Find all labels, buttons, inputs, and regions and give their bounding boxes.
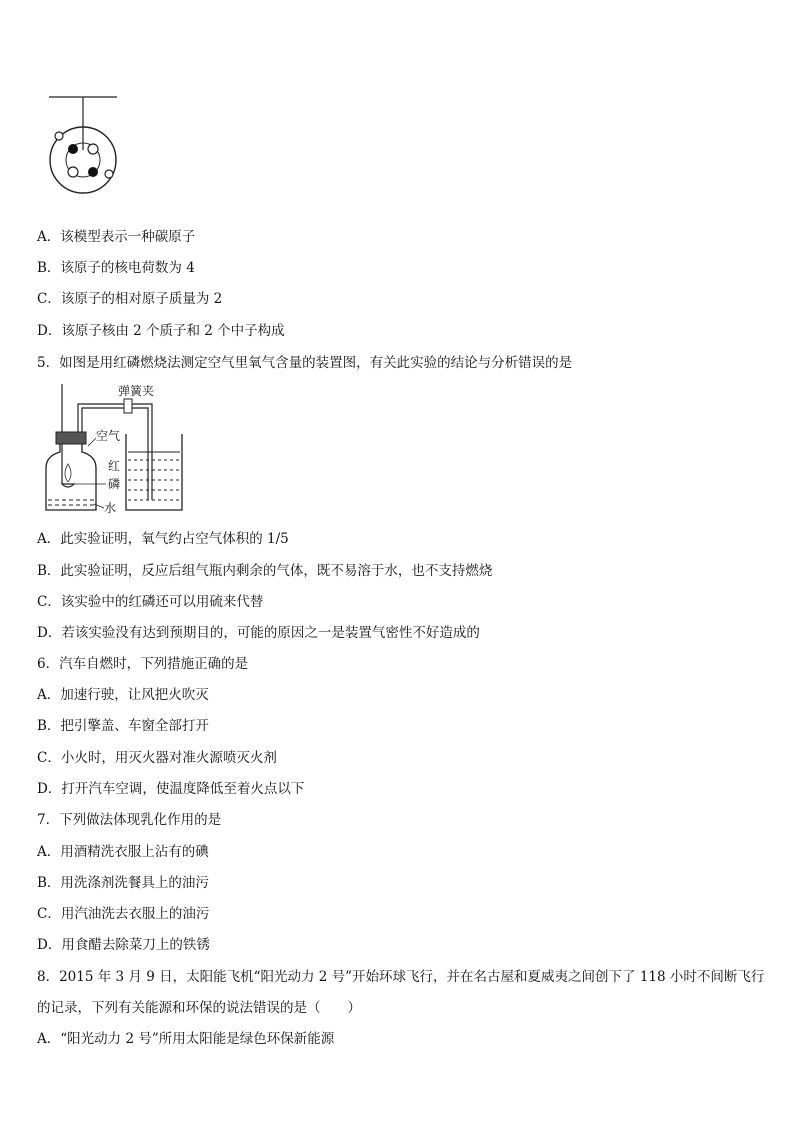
- air-label: 空气: [96, 429, 121, 443]
- water-label: 水: [104, 501, 117, 515]
- q5-option-d: D．若该实验没有达到预期目的，可能的原因之一是装置气密性不好造成的: [37, 625, 480, 641]
- spring-clamp: [124, 399, 132, 413]
- combustion-spoon: [62, 484, 74, 487]
- q6-option-b: B．把引擎盖、车窗全部打开: [37, 718, 209, 734]
- clamp-label: 弹簧夹: [118, 384, 155, 398]
- red-label: 红: [108, 459, 121, 473]
- q5-stem: 5．如图是用红磷燃烧法测定空气里氧气含量的装置图，有关此实验的结论与分析错误的是: [37, 355, 573, 371]
- q6-stem: 6．汽车自燃时，下列措施正确的是: [37, 656, 249, 672]
- q5-option-a: A．此实验证明，氧气约占空气体积的 1/5: [37, 531, 289, 547]
- beaker: [126, 434, 182, 510]
- q4-option-a: A．该模型表示一种碳原子: [37, 229, 196, 245]
- phosphorus-apparatus-figure: [38, 380, 218, 520]
- q6-option-d: D．打开汽车空调，使温度降低至着火点以下: [37, 781, 305, 797]
- q7-option-a: A．用酒精洗衣服上沾有的碘: [37, 844, 209, 860]
- proton-particle: [88, 167, 98, 177]
- neutron-particle: [68, 167, 78, 177]
- q4-option-d: D．该原子核由 2 个质子和 2 个中子构成: [37, 323, 285, 339]
- air-pointer: [88, 438, 96, 446]
- electron-particle: [105, 170, 113, 178]
- q7-stem: 7．下列做法体现乳化作用的是: [37, 812, 222, 828]
- q8-stem-line1: 8．2015 年 3 月 9 日，太阳能飞机“阳光动力 2 号”开始环球飞行，并在名古屋和夏威夷之间创下了 118 小时不间断飞行: [37, 969, 765, 985]
- q4-option-c: C．该原子的相对原子质量为 2: [37, 291, 223, 307]
- q7-option-b: B．用洗涤剂洗餐具上的油污: [37, 875, 209, 891]
- phosphorus-label: 磷: [108, 477, 121, 491]
- q7-option-c: C．用汽油洗去衣服上的油污: [37, 906, 210, 922]
- atom-model-figure: [45, 94, 125, 194]
- flame-icon: [65, 464, 71, 482]
- q6-option-c: C．小火时，用灭火器对准火源喷灭火剂: [37, 750, 277, 766]
- proton-particle: [68, 144, 78, 154]
- q8-stem-line2: 的记录，下列有关能源和环保的说法错误的是（ ）: [37, 1000, 361, 1016]
- q7-option-d: D．用食醋去除菜刀上的铁锈: [37, 937, 210, 953]
- electron-particle: [55, 132, 63, 140]
- q5-option-b: B．此实验证明，反应后组气瓶内剩余的气体，既不易溶于水，也不支持燃烧: [37, 563, 493, 579]
- q8-option-a: A．“阳光动力 2 号”所用太阳能是绿色环保新能源: [37, 1031, 335, 1047]
- q6-option-a: A．加速行驶，让风把火吹灭: [37, 687, 209, 703]
- neutron-particle: [88, 144, 98, 154]
- q4-option-b: B．该原子的核电荷数为 4: [37, 260, 195, 276]
- q5-option-c: C．该实验中的红磷还可以用硫来代替: [37, 594, 264, 610]
- rubber-stopper: [56, 432, 86, 444]
